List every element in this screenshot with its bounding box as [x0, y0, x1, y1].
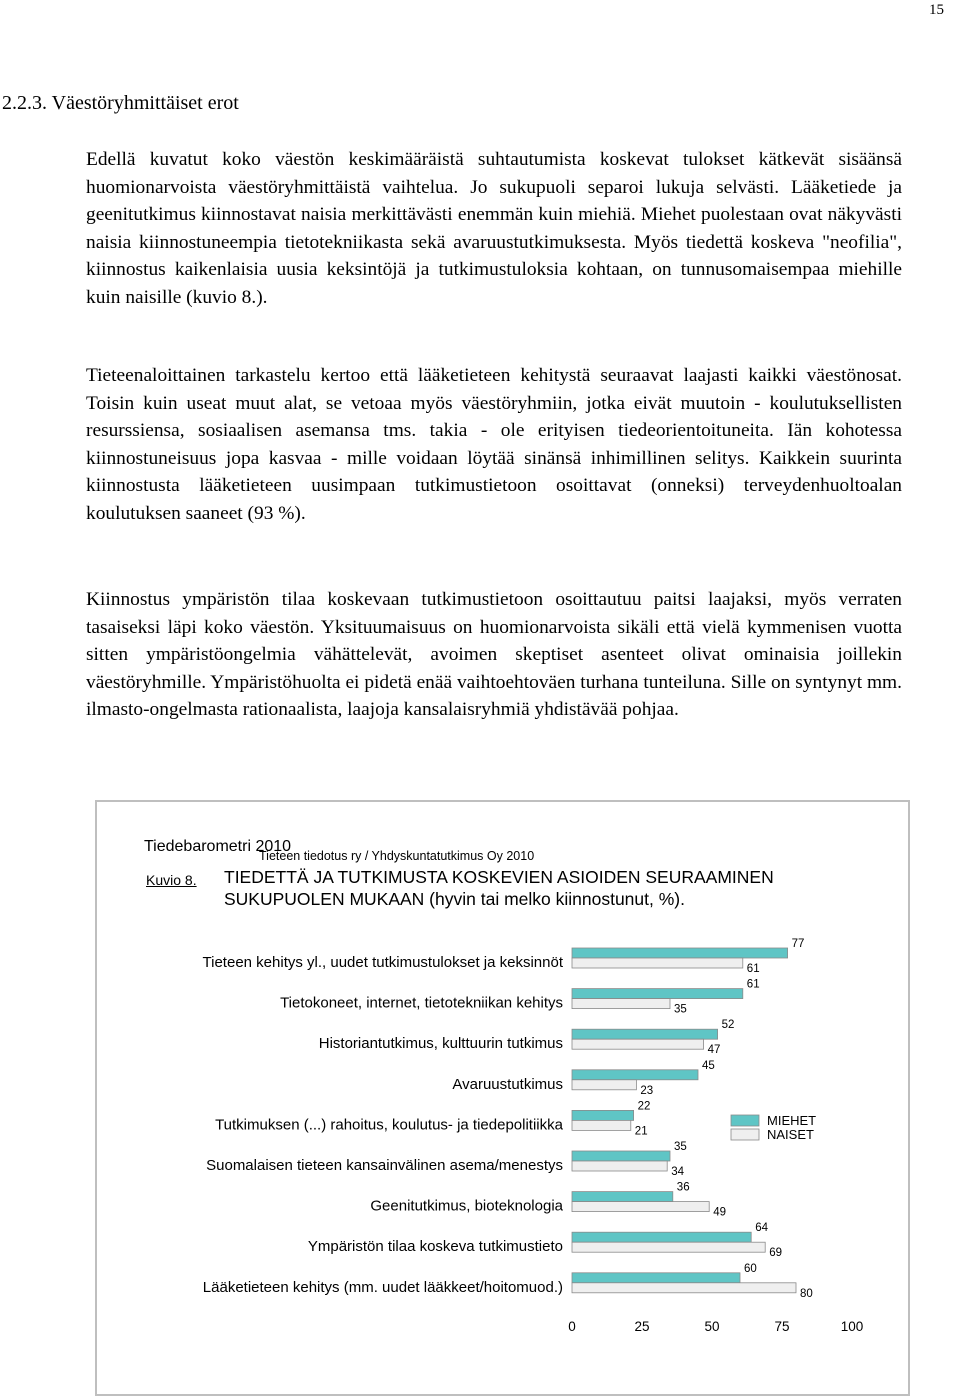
value-label-miehet: 60: [744, 1262, 757, 1275]
value-label-miehet: 35: [674, 1141, 687, 1153]
value-label-naiset: 69: [769, 1247, 782, 1260]
figure-footer: Tieteen tiedotus ry / Yhdyskuntatutkimus Oy 2010: [259, 849, 535, 863]
bar-naiset: [572, 958, 743, 968]
paragraph-3: Kiinnostus ympäristön tilaa koskevaan tutkimustietoon osoittautuu paitsi laajaksi, myös verraten tasaiseksi läpi koko väestön. Yksituumaisuus on huomionarvoista sikäli että vielä kymmenisen vuotta sitten ympäristöongelmia vähättelevät, avoimen skeptiset asenteet olivat ominaisia joillekin väestöryhmille. Ympäristöhuolta ei pidetä enää vaihtoehtoväen turhana tunteiluna. Sille on syntynyt mm. ilmasto-ongelmasta rationaalista, laajoja kansalaisryhmiä yhdistävää pohjaa.: [86, 589, 902, 721]
bar-miehet: [572, 1070, 698, 1080]
bar-miehet: [572, 1192, 673, 1202]
category-label: Avaruustutkimus: [452, 1075, 563, 1093]
bar-miehet: [572, 948, 788, 958]
category-label: Ympäristön tilaa koskeva tutkimustieto: [307, 1238, 563, 1256]
value-label-miehet: 36: [676, 1181, 690, 1194]
value-label-naiset: 34: [671, 1166, 684, 1178]
category-label: Historiantutkimus, kulttuurin tutkimus: [318, 1035, 563, 1053]
value-label-miehet: 22: [637, 1100, 651, 1113]
x-tick-label: 75: [774, 1319, 790, 1334]
bar-naiset: [572, 1202, 709, 1212]
figure-source: Tiedebarometri 2010: [144, 838, 292, 855]
paragraph-1: Edellä kuvatut koko väestön keskimääräistä suhtautumista koskevat tulokset kätkevät sisäänsä huomionarvoista väestöryhmittäistä vaihtelua. Jo sukupuoli separoi lukuja selvästi. Lääketiede ja geenitutkimus kiinnostavat naisia merkittävästi enemmän kuin miehiä. Miehet puolestaan ovat näkyvästi naisia kiinnostuneempia tietotekniikasta sekä avaruustutkimuksesta. Myös tiedettä koskeva "neofilia", kiinnostus kaikenlaisia uusia keksintöjä ja tutkimustuloksia kohtaan, on tunnusomaisempaa miehille kuin naisille (kuvio 8.).: [86, 149, 902, 308]
value-label-naiset: 21: [634, 1125, 648, 1138]
legend-swatch: [731, 1129, 759, 1140]
bar-miehet: [572, 1151, 670, 1161]
bar-miehet: [572, 1273, 740, 1283]
section-title: 2.2.3. Väestöryhmittäiset erot: [2, 92, 239, 114]
value-label-naiset: 47: [707, 1044, 721, 1057]
value-label-naiset: 80: [800, 1287, 813, 1300]
bar-miehet: [572, 1232, 751, 1242]
bar-miehet: [572, 1029, 718, 1039]
figure-title: TIEDETTÄ JA TUTKIMUSTA KOSKEVIEN ASIOIDEN SEURAAMINEN SUKUPUOLEN MUKAAN (hyvin tai melko kiinnostunut, %).: [224, 867, 774, 909]
value-label-miehet: 45: [702, 1059, 715, 1072]
bar-chart: [97, 802, 908, 1394]
value-label-miehet: 61: [746, 978, 760, 991]
category-label: Lääketieteen kehitys (mm. uudet lääkkeet/hoitomuod.): [202, 1278, 563, 1296]
figure-box: [95, 800, 910, 1396]
x-tick-label: 50: [704, 1319, 720, 1334]
legend-label: MIEHET: [767, 1113, 817, 1128]
value-label-naiset: 23: [640, 1084, 654, 1097]
category-label: Tietokoneet, internet, tietotekniikan kehitys: [280, 994, 563, 1012]
category-label: Tieteen kehitys yl., uudet tutkimustulokset ja keksinnöt: [202, 954, 563, 971]
paragraph-2: Tieteenaloittainen tarkastelu kertoo että lääketieteen kehitystä seuraavat laajasti kaikki väestönosat. Toisin kuin useat muut alat, se vetoaa myös väestöryhmiin, jotka eivät muutoin - koulutuksellisten resurssiensa, sosiaalisen asemansa tms. takia - ole erityisen tiedeorientoituneita. Iän kohotessa kiinnostuneisuus jopa kasvaa - mille voidaan löytää sinänsä inhimillinen selitys. Kaikkein suurinta kiinnostusta lääketieteen uusimpaan tutkimustietoon osoittavat (onneksi) terveydenhuoltoalan koulutuksen saaneet (93 %).: [86, 365, 902, 524]
value-label-naiset: 61: [746, 963, 760, 975]
value-label-miehet: 77: [791, 938, 805, 950]
x-tick-label: 100: [840, 1319, 864, 1334]
x-tick-label: 25: [634, 1319, 650, 1334]
x-tick-label: 0: [568, 1319, 576, 1334]
category-label: Tutkimuksen (...) rahoitus, koulutus- ja tiedepolitiikka: [215, 1116, 563, 1134]
page-number: 15: [929, 2, 944, 18]
bar-miehet: [572, 989, 743, 999]
legend-label: NAISET: [767, 1127, 814, 1142]
value-label-naiset: 35: [674, 1003, 687, 1016]
value-label-naiset: 49: [713, 1206, 726, 1219]
bar-naiset: [572, 1080, 636, 1090]
bar-naiset: [572, 999, 670, 1009]
figure-label: Kuvio 8.: [146, 872, 197, 888]
bar-naiset: [572, 1242, 765, 1252]
bar-naiset: [572, 1120, 631, 1130]
bar-miehet: [572, 1110, 634, 1120]
legend-swatch: [731, 1115, 759, 1126]
category-label: Suomalaisen tieteen kansainvälinen asema/menestys: [206, 1157, 563, 1174]
bar-naiset: [572, 1161, 667, 1171]
bar-naiset: [572, 1283, 796, 1293]
category-label: Geenitutkimus, bioteknologia: [370, 1197, 563, 1215]
value-label-miehet: 52: [721, 1019, 735, 1032]
value-label-miehet: 64: [755, 1222, 768, 1235]
bar-naiset: [572, 1039, 704, 1049]
